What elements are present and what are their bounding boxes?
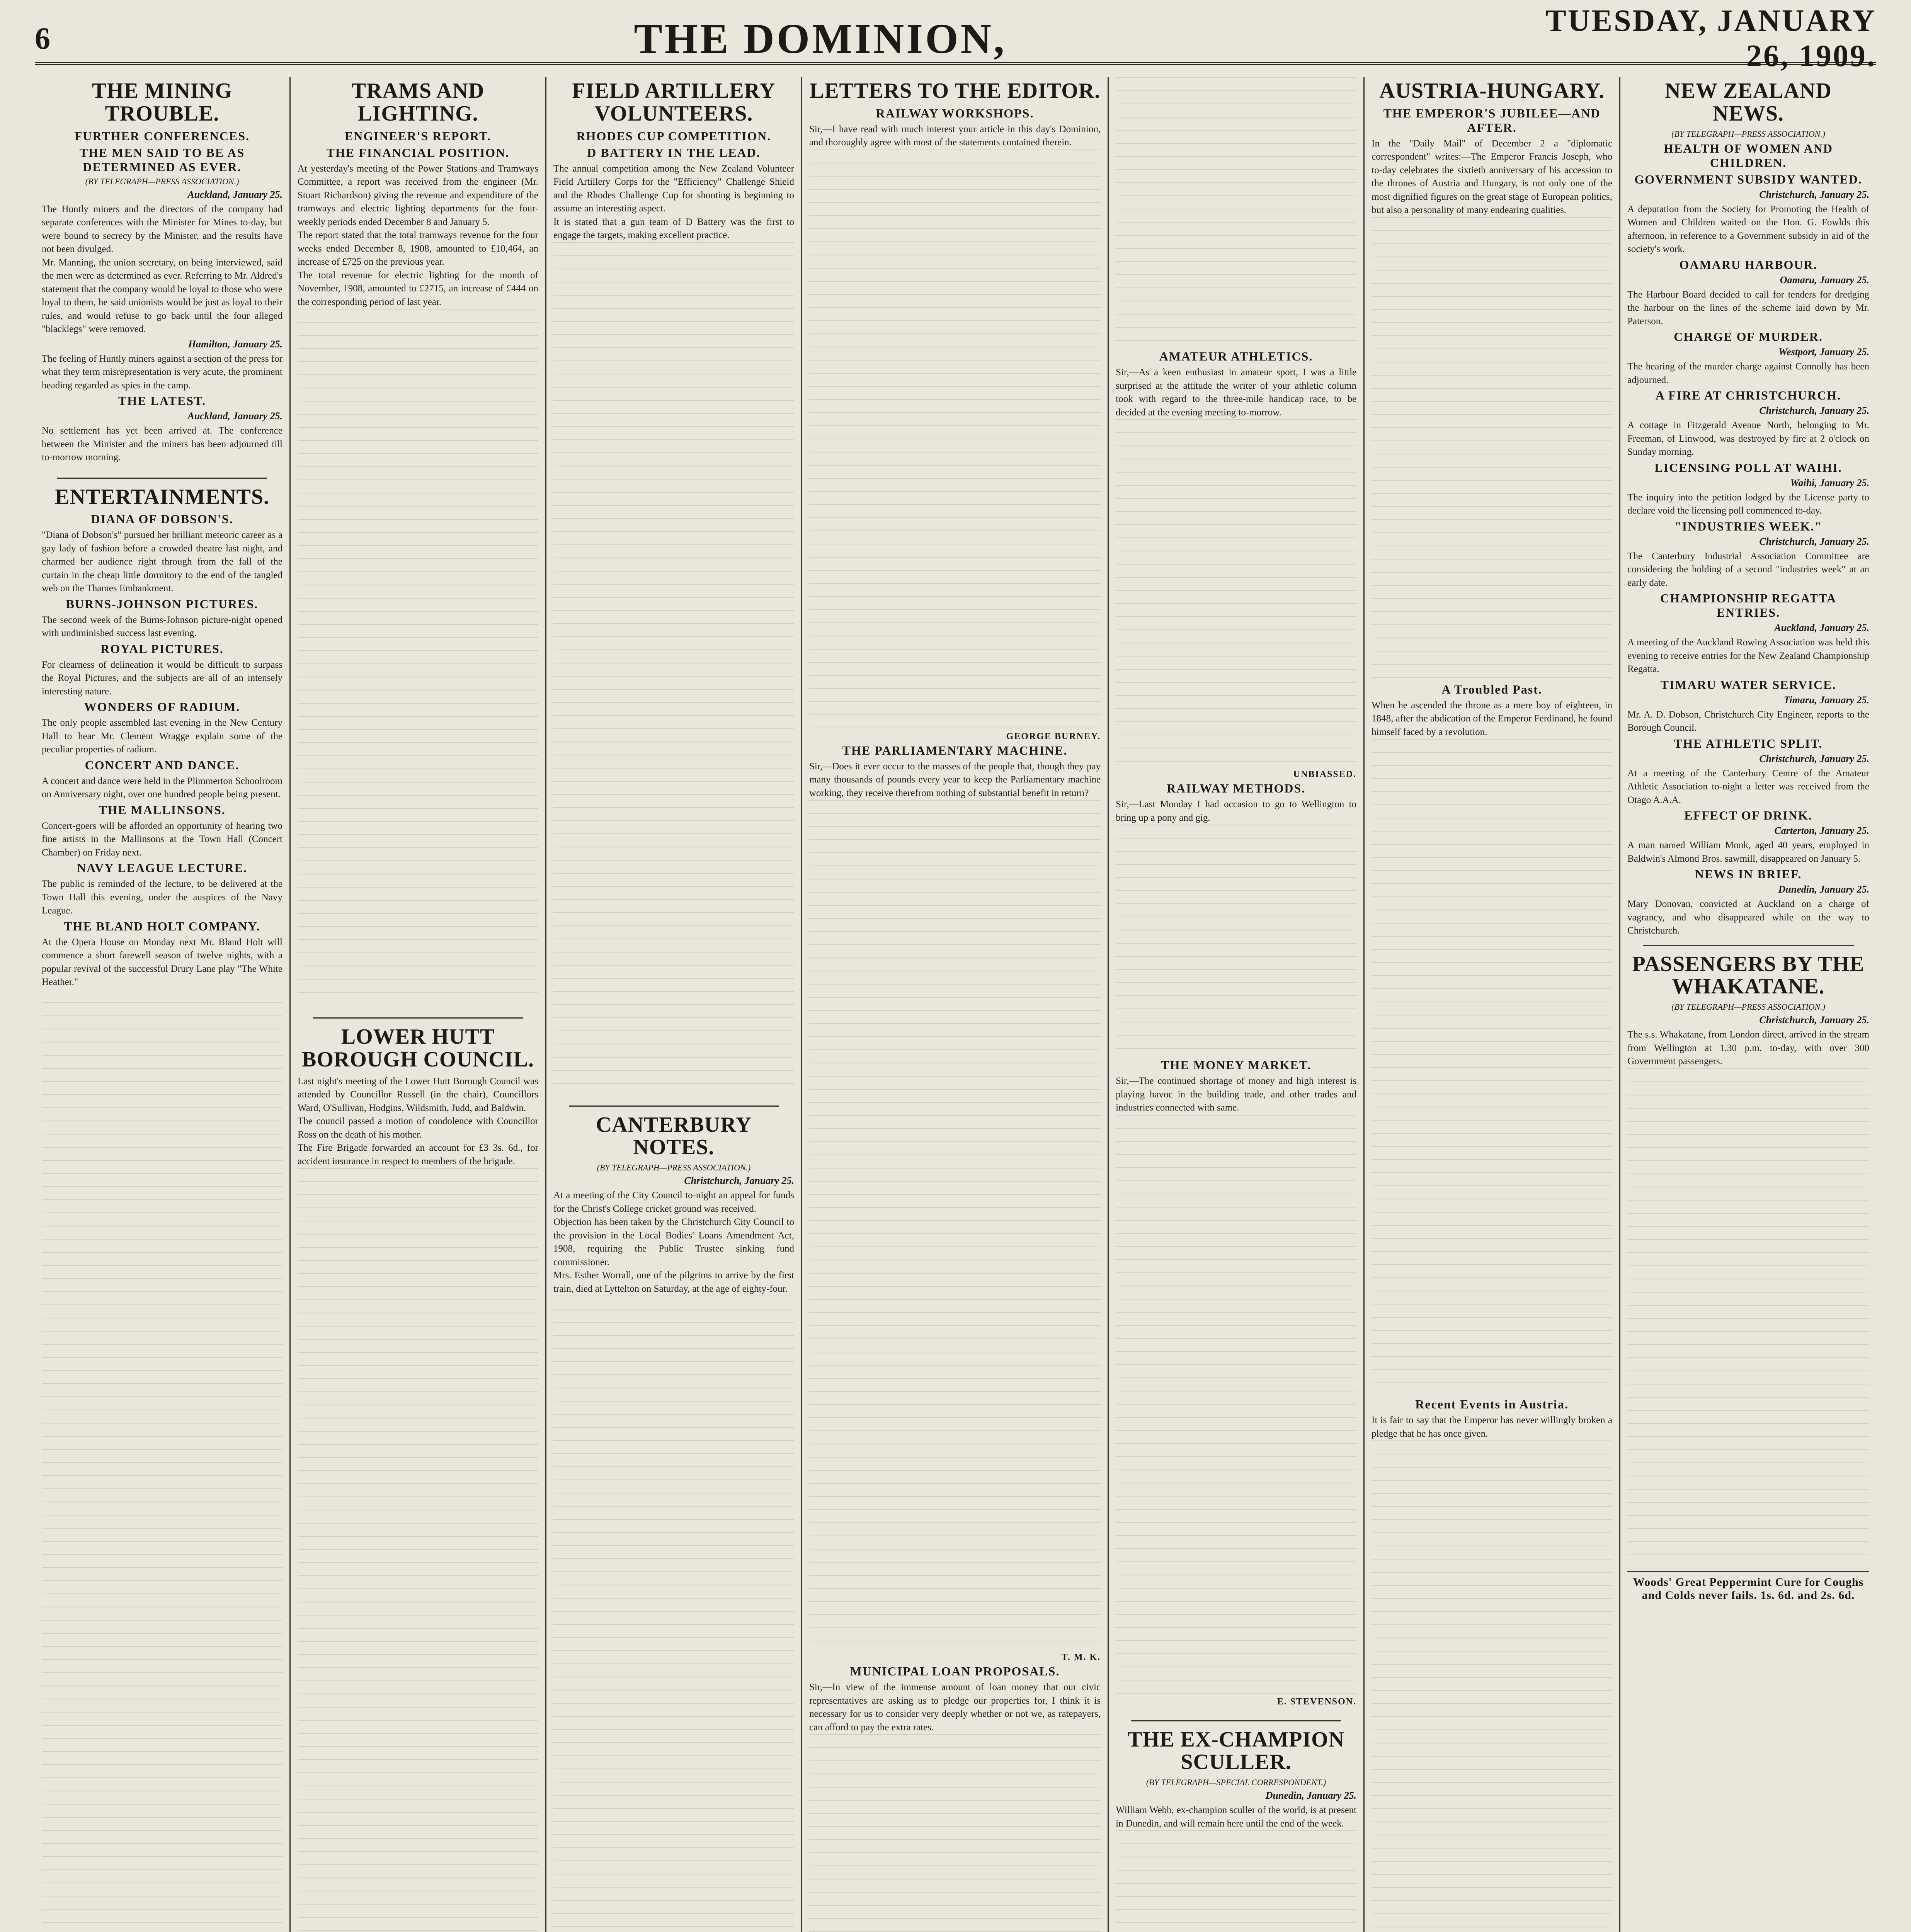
body-text-lines [1116, 1830, 1356, 1932]
advertisement: Woods' Great Peppermint Cure for Coughs and Colds never fails. 1s. 6d. and 2s. 6d. [1627, 1571, 1869, 1602]
column-2 [291, 77, 546, 1932]
story-headline: FIELD ARTILLERY VOLUNTEERS. [572, 79, 776, 126]
divider [1643, 945, 1854, 946]
body-text-lines [1372, 217, 1612, 681]
item-text: The hearing of the murder charge against Connolly has been adjourned. [1627, 361, 1869, 385]
letter-text: Sir,—Last Monday I had occasion to go to Wellington to bring up a pony and gig. [1116, 799, 1357, 823]
letters-to-editor [809, 80, 1101, 1932]
letter-text: Sir,—The continued shortage of money and high interest is playing havoc in the building trade, and other trades and industries connected with same. [1116, 1076, 1357, 1113]
story-headline: LETTERS TO THE EDITOR. [809, 79, 1101, 103]
item-text: A concert and dance were held in the Plimmerton Schoolroom on Anniversary night, over one hundred people being present. [42, 776, 282, 800]
story-text: The council passed a motion of condolence with Councillor Ross on the death of his mother. [297, 1116, 538, 1140]
dateline: Waihi, January 25. [1790, 477, 1869, 488]
story-headline: TRAMS AND LIGHTING. [351, 79, 485, 126]
item-text: The Harbour Board decided to call for tenders for dredging the harbour on the lines of the scheme laid down by Mr. Paterson. [1627, 289, 1869, 327]
wire-credit: (BY TELEGRAPH—PRESS ASSOCIATION.) [85, 176, 239, 186]
dateline: Dunedin, January 25. [1778, 884, 1869, 895]
body-text-lines [1372, 739, 1612, 1396]
dateline: Christchurch, January 25. [1759, 753, 1869, 764]
body-text-lines [1116, 825, 1356, 1056]
letters-continued [1116, 77, 1356, 1707]
issue-date: TUESDAY, JANUARY 26, 1909. [1545, 4, 1876, 73]
story-text: Last night's meeting of the Lower Hutt Borough Council was attended by Councillor Russell (in the chair), Councillors Ward, O'Sullivan, Hodgins, Wildsmith, Judd, and Baldwin. [297, 1076, 538, 1113]
item-heading: CONCERT AND DANCE. [85, 758, 240, 772]
body-text-lines [809, 800, 1101, 1650]
story-headline: AUSTRIA-HUNGARY. [1379, 79, 1605, 103]
item-heading: NAVY LEAGUE LECTURE. [77, 861, 247, 875]
item-text: At a meeting of the Canterbury Centre of the Amateur Athletic Association to-night a letter was received from the Otago A.A.A. [1627, 768, 1869, 805]
column-3 [546, 77, 802, 1932]
letter-heading: RAILWAY WORKSHOPS. [876, 106, 1034, 120]
letter-signature: GEORGE BURNEY. [1006, 731, 1101, 742]
body-text-lines [1116, 77, 1356, 348]
item-heading: OAMARU HARBOUR. [1679, 257, 1817, 272]
wire-credit: (BY TELEGRAPH—PRESS ASSOCIATION.) [1671, 1002, 1825, 1012]
divider [569, 1105, 779, 1107]
field-artillery-story [553, 80, 794, 1092]
item-text: At the Opera House on Monday next Mr. Bland Holt will commence a short farewell season of twelve nights, with a popular revival of the successful Drury Lane play "The White Heather." [42, 937, 282, 988]
masthead [35, 4, 1876, 73]
column-6 [1365, 77, 1620, 1932]
story-headline: LOWER HUTT BOROUGH COUNCIL. [302, 1025, 534, 1071]
story-text: The report stated that the total tramways revenue for the four weeks ended December 8, 1908, amounted to £10,464, an increase of £725 on the previous year. [297, 230, 538, 267]
story-subheading: THE LATEST. [118, 394, 206, 408]
body-text-lines [1116, 1115, 1356, 1694]
story-text: The Huntly miners and the directors of the company had separate conferences with the Minister for Mines to-day, but were bound to secrecy by the Minister, and the results have not been divulged. [42, 204, 282, 255]
body-text-lines [553, 242, 794, 1092]
canterbury-notes-story [553, 1114, 794, 1932]
item-heading: LICENSING POLL AT WAIHI. [1654, 460, 1842, 474]
trams-lighting-story [298, 80, 538, 1004]
item-heading: CHARGE OF MURDER. [1674, 330, 1823, 344]
divider [57, 478, 267, 479]
item-text: Mary Donovan, convicted at Auckland on a charge of vagrancy, and who disappeared while on the way to Christchurch. [1627, 899, 1869, 936]
body-text-lines [298, 1168, 538, 1932]
letter-heading: THE PARLIAMENTARY MACHINE. [842, 743, 1068, 757]
letter-text: Sir,—As a keen enthusiast in amateur sport, I was a little surprised at the attitude the writer of your athletic column took with regard to the three-mile handicap race, to be decided at the evening meeting to-morrow. [1116, 367, 1357, 418]
dateline: Auckland, January 25. [187, 410, 282, 422]
story-headline: NEW ZEALAND NEWS. [1665, 79, 1832, 126]
dateline: Christchurch, January 25. [1759, 405, 1869, 417]
story-subheading: RHODES CUP COMPETITION. [576, 129, 771, 143]
story-text: When he ascended the throne as a mere boy of eighteen, in 1848, after the abdication of the Emperor Ferdinand, he found himself faced by a revolution. [1372, 700, 1613, 737]
letter-text: Sir,—I have read with much interest your article in this day's Dominion, and thoroughly agree with most of the statements contained therein. [809, 124, 1101, 148]
story-subheading: THE FINANCIAL POSITION. [326, 145, 510, 160]
letter-heading: AMATEUR ATHLETICS. [1159, 349, 1313, 363]
story-headline: PASSENGERS BY THE WHAKATANE. [1632, 952, 1865, 999]
body-text-lines [42, 1002, 282, 1932]
letter-text: Sir,—Does it ever occur to the masses of the people that, though they pay many thousands of pounds every year to keep the Parliamentary machine working, they receive therefrom nothing of substantial benefit in return? [809, 761, 1101, 798]
item-text: Concert-goers will be afforded an opportunity of hearing two fine artists in the Mallinsons at the Town Hall (Concert Chamber) on Friday next. [42, 820, 282, 858]
item-heading: HEALTH OF WOMEN AND CHILDREN. [1664, 141, 1833, 170]
story-headline: CANTERBURY NOTES. [596, 1112, 752, 1160]
letter-heading: RAILWAY METHODS. [1167, 781, 1306, 795]
item-subheading: GOVERNMENT SUBSIDY WANTED. [1634, 172, 1862, 186]
item-heading: DIANA OF DOBSON'S. [91, 512, 233, 526]
item-text: A man named William Monk, aged 40 years, employed in Baldwin's Almond Bros. sawmill, disappeared on January 5. [1627, 840, 1869, 864]
item-text: A meeting of the Auckland Rowing Association was held this evening to receive entries for the New Zealand Championship Regatta. [1627, 637, 1869, 675]
letter-signature: E. STEVENSON. [1277, 1696, 1357, 1707]
story-subheading: Recent Events in Austria. [1415, 1397, 1569, 1412]
item-text: For clearness of delineation it would be difficult to surpass the Royal Pictures, and the subjects are all of an intensely interesting nature. [42, 659, 282, 697]
story-text: The Fire Brigade forwarded an account for £3 3s. 6d., for accident insurance in respect to members of the brigade. [297, 1143, 538, 1167]
story-text: In the "Daily Mail" of December 2 a "diplomatic correspondent" writes:—The Emperor Francis Joseph, who to-day celebrates the sixtieth anniversary of his accession to the thrones of Austria and Hungary, is not only one of the most dignified figures on the great stage of European politics, but also a personality of many endearing qualities. [1372, 138, 1613, 216]
page-number: 6 [35, 21, 50, 56]
item-text: A deputation from the Society for Promoting the Health of Women and Children waited on the Hon. G. Fowlds this afternoon, in reference to a Government subsidy in aid of the society's work. [1627, 204, 1869, 255]
story-text: At a meeting of the City Council to-night an appeal for funds for the Christ's College cricket ground was received. [553, 1190, 794, 1214]
letter-text: Sir,—In view of the immense amount of loan money that our civic representatives are asking us to pledge our properties for, I think it is necessary for us to consider very deeply whether or not we, as ratepayers, can afford to pay the extra rates. [809, 1682, 1101, 1733]
dateline: Westport, January 25. [1778, 346, 1869, 358]
story-text: William Webb, ex-champion sculler of the world, is at present in Dunedin, and will remain here until the end of the week. [1116, 1805, 1357, 1829]
divider [313, 1017, 523, 1019]
letter-heading: MUNICIPAL LOAN PROPOSALS. [850, 1664, 1060, 1679]
item-heading: WONDERS OF RADIUM. [84, 700, 240, 714]
item-heading: ROYAL PICTURES. [100, 641, 224, 656]
wire-credit: (BY TELEGRAPH—PRESS ASSOCIATION.) [597, 1163, 751, 1173]
body-text-lines [809, 150, 1101, 729]
column-4 [802, 77, 1109, 1932]
story-text: The annual competition among the New Zealand Volunteer Field Artillery Corps for the "Efficiency" Challenge Shield and the Rhodes Challenge Cup for shooting is beginning to assume an interesting aspect. [553, 163, 794, 214]
story-subheading: FURTHER CONFERENCES. [74, 129, 250, 143]
letter-signature: T. M. K. [1061, 1652, 1101, 1663]
dateline: Christchurch, January 25. [684, 1175, 794, 1187]
body-text-lines [298, 309, 538, 1004]
austria-hungary-story [1372, 80, 1612, 1932]
item-heading: NEWS IN BRIEF. [1695, 867, 1802, 881]
story-text: Mrs. Esther Worrall, one of the pilgrims to arrive by the first train, died at Lyttelton on Saturday, at the age of eighty-four. [553, 1270, 794, 1294]
dateline: Carterton, January 25. [1774, 825, 1869, 837]
item-text: The second week of the Burns-Johnson picture-night opened with undiminished success last evening. [42, 614, 282, 639]
entertainments-section [42, 486, 282, 989]
story-subheading: D BATTERY IN THE LEAD. [587, 145, 761, 160]
column-1 [35, 77, 291, 1932]
dateline: Hamilton, January 25. [188, 338, 282, 350]
story-subheading: A Troubled Past. [1441, 682, 1542, 696]
body-text-lines [553, 1296, 794, 1932]
item-text: The s.s. Whakatane, from London direct, arrived in the stream from Wellington at 1.30 p.m. to-day, with over 300 Government passengers. [1627, 1029, 1869, 1067]
dateline: Dunedin, January 25. [1265, 1790, 1357, 1801]
item-heading: THE MALLINSONS. [99, 803, 226, 817]
item-heading: TIMARU WATER SERVICE. [1660, 677, 1836, 692]
item-heading: "INDUSTRIES WEEK." [1674, 519, 1823, 533]
item-text: The inquiry into the petition lodged by the License party to declare void the licensing poll commenced to-day. [1627, 492, 1869, 516]
story-headline: THE MINING TROUBLE. [92, 79, 233, 126]
dateline: Christchurch, January 25. [1759, 1014, 1869, 1026]
wire-credit: (BY TELEGRAPH—PRESS ASSOCIATION.) [1671, 129, 1825, 139]
item-text: The public is reminded of the lecture, to be delivered at the Town Hall this evening, under the auspices of the Navy League. [42, 879, 282, 916]
body-text-lines [809, 1734, 1101, 1932]
section-headline: ENTERTAINMENTS. [55, 485, 269, 509]
body-text-lines [1116, 419, 1356, 767]
lower-hutt-council-story [298, 1026, 538, 1932]
dateline: Auckland, January 25. [1774, 622, 1869, 634]
item-heading: BURNS-JOHNSON PICTURES. [66, 597, 259, 611]
story-text: The total revenue for electric lighting for the month of November, 1908, amounted to £2715, an increase of £444 on the corresponding period of last year. [297, 270, 538, 307]
body-text-lines [1372, 1440, 1612, 1932]
body-text-lines [1627, 1068, 1869, 1571]
dateline: Auckland, January 25. [187, 189, 282, 200]
item-heading: THE BLAND HOLT COMPANY. [64, 919, 260, 933]
item-heading: CHAMPIONSHIP REGATTA ENTRIES. [1660, 591, 1836, 620]
story-text: No settlement has yet been arrived at. The conference between the Minister and the miners has been adjourned till to-morrow morning. [42, 425, 282, 463]
story-subheading: THE MEN SAID TO BE AS DETERMINED AS EVER. [79, 145, 245, 174]
story-text: It is fair to say that the Emperor has never willingly broken a pledge that he has once given. [1372, 1415, 1613, 1439]
dateline: Christchurch, January 25. [1759, 189, 1869, 200]
column-7 [1620, 77, 1876, 1932]
story-text: It is stated that a gun team of D Battery was the first to engage the targets, making excellent practice. [553, 216, 794, 241]
story-headline: THE EX-CHAMPION SCULLER. [1128, 1727, 1345, 1774]
wire-credit: (BY TELEGRAPH—SPECIAL CORRESPONDENT.) [1146, 1777, 1326, 1787]
page-columns [35, 77, 1876, 1932]
item-text: A cottage in Fitzgerald Avenue North, belonging to Mr. Freeman, of Linwood, was destroyed by fire at 2 o'clock on Sunday morning. [1627, 420, 1869, 457]
column-5 [1109, 77, 1365, 1932]
item-heading: THE ATHLETIC SPLIT. [1674, 736, 1823, 750]
item-heading: A FIRE AT CHRISTCHURCH. [1655, 388, 1841, 403]
letter-heading: THE MONEY MARKET. [1161, 1058, 1311, 1072]
ex-champion-sculler-story [1116, 1728, 1356, 1932]
item-text: The only people assembled last evening in the New Century Hall to hear Mr. Clement Wragge explain some of the peculiar properties of radium. [42, 718, 282, 755]
story-subheading: ENGINEER'S REPORT. [344, 129, 492, 143]
dateline: Christchurch, January 25. [1759, 536, 1869, 547]
item-heading: EFFECT OF DRINK. [1684, 808, 1812, 823]
divider [1131, 1720, 1341, 1721]
story-text: Objection has been taken by the Christchurch City Council to the provision in the Local Bodies' Loans Amendment Act, 1908, requiring the Public Trustee sinking fund commissioner. [553, 1217, 794, 1267]
letter-signature: UNBIASSED. [1293, 769, 1357, 779]
story-subheading: THE EMPEROR'S JUBILEE—AND AFTER. [1383, 106, 1601, 134]
item-text: "Diana of Dobson's" pursued her brilliant meteoric career as a gay lady of fashion before a crowded theatre last night, and charmed her audience right through from the fall of the curtain in the cheap little dormitory to the end of the tangled web on the Thames Embankment. [42, 530, 282, 594]
story-text: At yesterday's meeting of the Power Stations and Tramways Committee, a report was received from the engineer (Mr. Stuart Richardson) giving the revenue and expenditure of the tramways and electric lighting departments for the four-weekly periods ended December 8 and January 5. [297, 163, 538, 227]
mining-trouble-story [42, 80, 282, 464]
dateline: Oamaru, January 25. [1780, 274, 1869, 286]
story-text: Mr. Manning, the union secretary, on being interviewed, said the men were as determined as ever. Referring to Mr. Aldred's statement that the company would be loyal to those who were loyal to them, he said unionists would be just as loyal to their rules, and would refuse to go back until the four alleged "blacklegs" were removed. [42, 257, 282, 335]
item-text: Mr. A. D. Dobson, Christchurch City Engineer, reports to the Borough Council. [1627, 709, 1869, 733]
newspaper-title: THE DOMINION, [634, 15, 1007, 62]
story-text: The feeling of Huntly miners against a section of the press for what they term misrepresentation is very acute, the prominent heading regarded as spies in the camp. [42, 353, 282, 391]
dateline: Timaru, January 25. [1783, 694, 1869, 706]
item-text: The Canterbury Industrial Association Committee are considering the holding of a second "industries week" at an early date. [1627, 551, 1869, 588]
new-zealand-news [1627, 80, 1869, 1602]
